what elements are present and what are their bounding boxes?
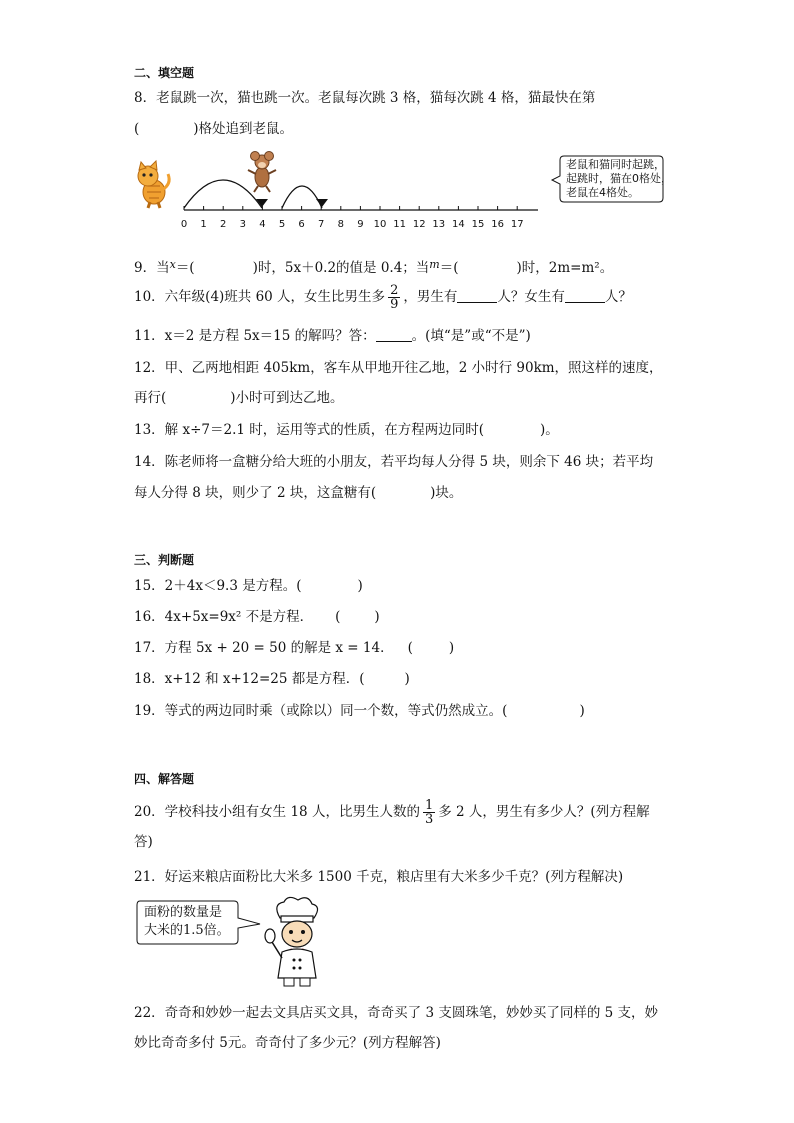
- q16: [134, 608, 380, 626]
- q20-text-a: 20．学校科技小组有女生 18 人，比男生人数的: [134, 804, 420, 820]
- mouse-icon: [248, 152, 276, 193]
- tick-label-0: 0: [180, 219, 188, 230]
- q13-text-b: )。: [540, 422, 559, 438]
- q9-text-c: )时，5x＋0.2的值是 0.4；当: [252, 260, 430, 276]
- q21-callout-line2: 大米的1.5倍。: [144, 923, 230, 938]
- q10-blank-boys[interactable]: [457, 288, 497, 303]
- q9: [134, 256, 613, 277]
- q21-callout-line1: 面粉的数量是: [144, 905, 223, 920]
- q16-text-a: 16．4x+5x=9x² 不是方程．: [134, 609, 314, 625]
- q20-line1: [134, 799, 650, 826]
- q11-blank[interactable]: [376, 327, 412, 342]
- tick-label-4: 4: [259, 219, 266, 230]
- q9-text-d: ＝(: [439, 260, 459, 276]
- q8-callout-line2: 起跳时，猫在0格处，: [566, 172, 672, 185]
- q18: [134, 670, 410, 688]
- tick-label-3: 3: [239, 219, 246, 230]
- q11-text-b: 。(填“是”或“不是”): [411, 328, 531, 344]
- q10-fraction: [388, 284, 400, 311]
- jump-arc-2: [282, 186, 322, 208]
- tick-label-12: 12: [412, 219, 426, 230]
- tick-label-2: 2: [220, 219, 227, 230]
- q17: [134, 639, 454, 657]
- q8-line2: [134, 120, 293, 138]
- tick-label-13: 13: [432, 219, 446, 230]
- q17-paren-open: (: [407, 640, 413, 656]
- q16-paren-open: (: [335, 609, 341, 625]
- q21-line1: 21．好运来粮店面粉比大米多 1500 千克，粮店里有大米多少千克？(列方程解决): [134, 869, 624, 885]
- q10-fraction-num: 2: [390, 283, 399, 298]
- q22-line2: 妙比奇奇多付 5元。奇奇付了多少元？(列方程解答): [134, 1035, 441, 1051]
- q9-text-e: )时，2m=m²。: [516, 260, 614, 276]
- q8-line2-tail: )格处追到老鼠。: [193, 121, 294, 137]
- q9-text-a: 9．当: [134, 260, 170, 276]
- q14-line1: 14．陈老师将一盒糖分给大班的小朋友，若平均每人分得 5 块，则余下 46 块；若平均: [134, 454, 654, 470]
- tick-label-17: 17: [510, 219, 524, 230]
- tick-label-10: 10: [373, 219, 387, 230]
- tick-label-16: 16: [491, 219, 504, 230]
- q13: [134, 421, 559, 439]
- q22-line1: 22．奇奇和妙妙一起去文具店买文具，奇奇买了 3 支圆珠笔，妙妙买了同样的 5 支，妙: [134, 1005, 659, 1021]
- q14-text-b: )块。: [430, 485, 463, 501]
- tick-label-5: 5: [278, 219, 286, 230]
- q10-text-b: ，男生有: [403, 289, 458, 305]
- q13-text-a: 13．解 x÷7＝2.1 时，运用等式的性质，在方程两边同时(: [134, 422, 485, 438]
- q19: [134, 702, 585, 720]
- section-fill-title: 二、填空题: [134, 66, 195, 80]
- q9-var-x: x: [169, 258, 176, 271]
- q12-line1: 12．甲、乙两地相距 405km，客车从甲地开往乙地，2 小时行 90km，照这样的速度，: [134, 360, 663, 376]
- q21-callout: [136, 900, 266, 946]
- tick-label-15: 15: [471, 219, 485, 230]
- q12-text-b: )小时可到达乙地。: [230, 390, 344, 406]
- q20-line2: 答): [134, 834, 153, 850]
- tick-label-1: 1: [200, 219, 207, 230]
- q12-line2: [134, 389, 344, 407]
- q8-line1: 8．老鼠跳一次，猫也跳一次。老鼠每次跳 3 格，猫每次跳 4 格，猫最快在第: [134, 90, 596, 106]
- tick-label-14: 14: [452, 219, 465, 230]
- q12-text-a: 再行(: [134, 390, 167, 406]
- q20-fraction-num: 1: [424, 798, 434, 813]
- q15-text-a: 15．2＋4x＜9.3 是方程。(: [134, 578, 302, 594]
- tick-label-8: 8: [337, 219, 344, 230]
- q20-fraction-den: 3: [424, 812, 434, 827]
- tick-label-7: 7: [318, 219, 325, 230]
- section-judge-title: 三、判断题: [134, 553, 195, 567]
- q8-callout: [558, 154, 673, 204]
- q8-callout-line1: 老鼠和猫同时起跳，: [566, 158, 665, 171]
- q10: [134, 284, 632, 311]
- q10-text-c: 人？女生有: [497, 289, 565, 305]
- q8-callout-line3: 老鼠在4格处。: [566, 186, 639, 199]
- q10-fraction-den: 9: [390, 297, 399, 312]
- q20-text-b: 多 2 人，男生有多少人？(列方程解: [438, 804, 650, 820]
- q18-text-a: 18．x+12 和 x+12=25 都是方程．(: [134, 671, 365, 687]
- q10-text-a: 10．六年级(4)班共 60 人，女生比男生多: [134, 289, 386, 305]
- q15: [134, 577, 363, 595]
- q8-paren-open: (: [134, 121, 140, 137]
- q16-paren-close: ): [374, 609, 380, 625]
- chef-icon: [262, 896, 332, 990]
- q11: [134, 327, 531, 345]
- tick-label-6: 6: [298, 219, 305, 230]
- arrow-head-7: [316, 199, 328, 207]
- tick-label-11: 11: [393, 219, 406, 230]
- tick-label-9: 9: [357, 219, 364, 230]
- q9-var-m: m: [429, 258, 440, 271]
- q19-text-b: ): [579, 703, 585, 719]
- q18-text-b: ): [404, 671, 410, 687]
- jump-arc-1: [184, 180, 262, 208]
- cat-icon: [138, 161, 169, 208]
- q14-line2: [134, 484, 462, 502]
- q20-fraction: [423, 799, 435, 826]
- q17-paren-close: ): [448, 640, 455, 656]
- q17-text-a: 17．方程 5x + 20 = 50 的解是 x = 14．: [134, 640, 394, 656]
- q10-text-d: 人？: [604, 289, 632, 305]
- q14-text-a: 每人分得 8 块，则少了 2 块，这盒糖有(: [134, 485, 377, 501]
- q15-text-b: ): [357, 578, 363, 594]
- q19-text-a: 19．等式的两边同时乘（或除以）同一个数，等式仍然成立。(: [134, 703, 508, 719]
- q11-text-a: 11．x＝2 是方程 5x＝15 的解吗？答：: [134, 328, 376, 344]
- q9-text-b: ＝(: [175, 260, 195, 276]
- section-solve-title: 四、解答题: [134, 772, 195, 786]
- q10-blank-girls[interactable]: [565, 288, 605, 303]
